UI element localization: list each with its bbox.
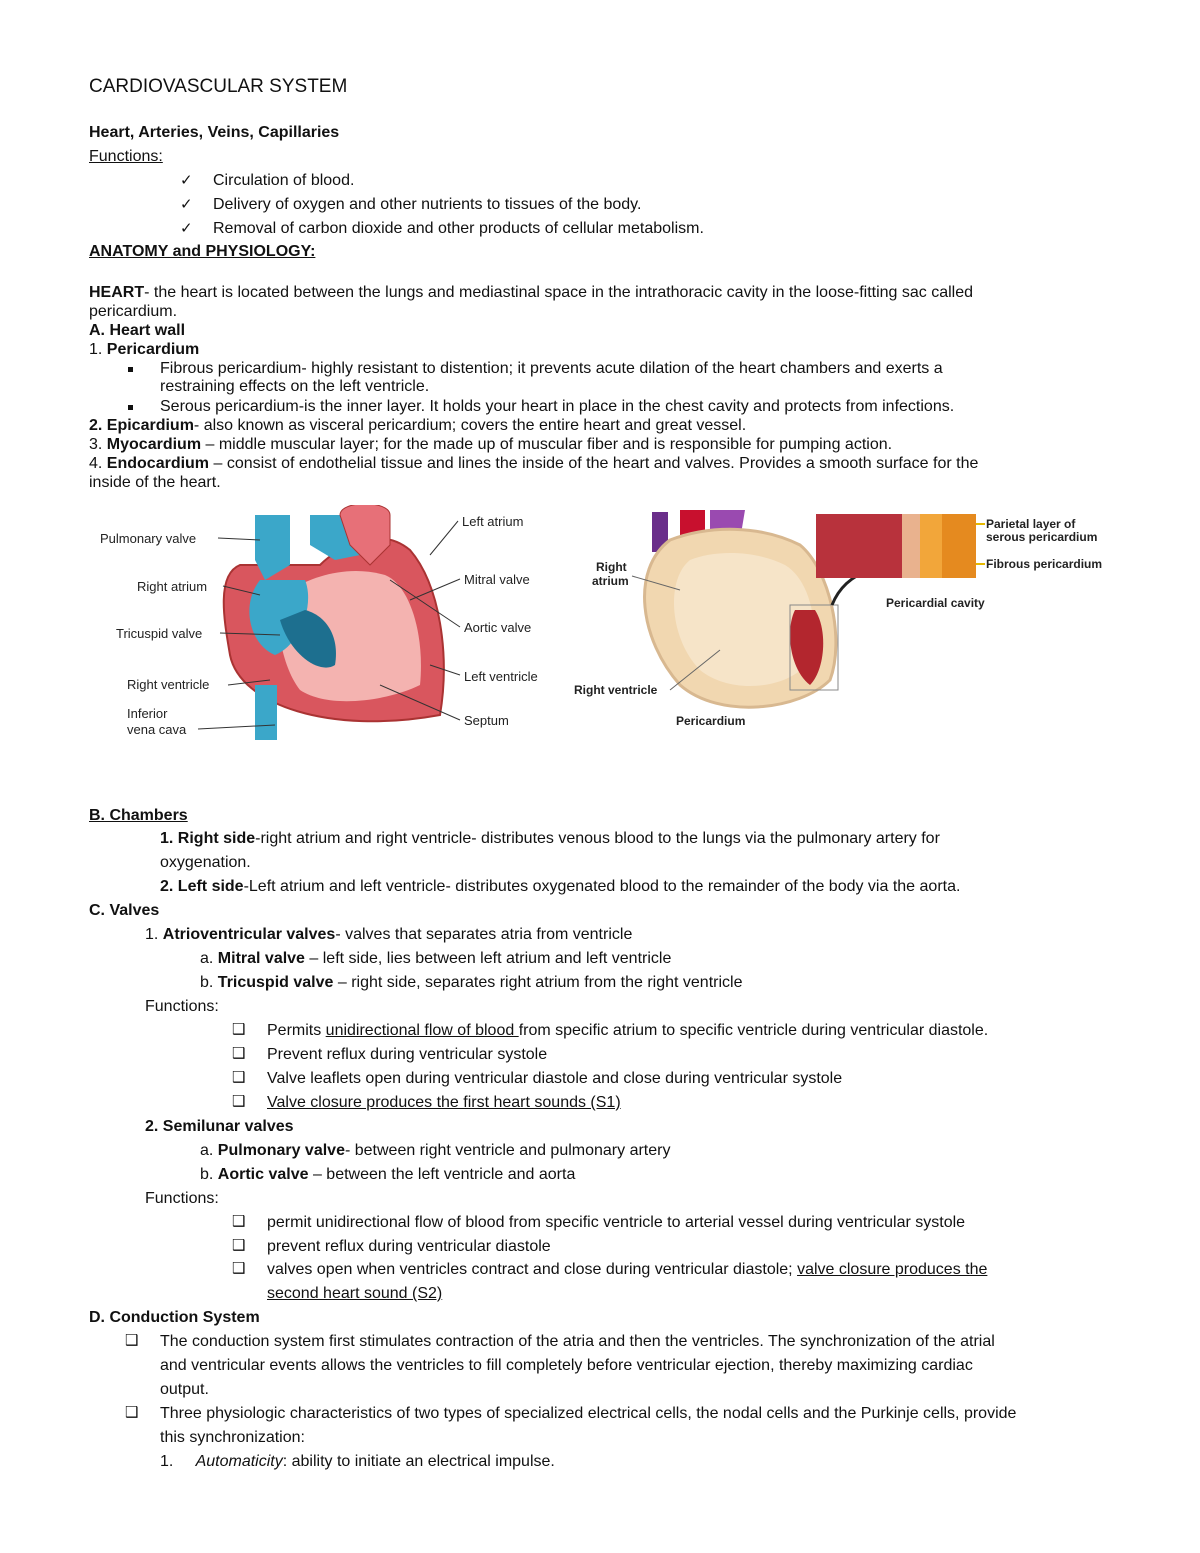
right-side-text-cont: oxygenation.: [160, 854, 251, 871]
chambers-heading: B. Chambers: [89, 807, 188, 824]
checkbox-bullet-icon: ❑: [232, 1021, 246, 1038]
checkbox-bullet-icon: ❑: [125, 1332, 139, 1349]
checkmark-icon: ✓: [180, 196, 193, 213]
label-left-ventricle: Left ventricle: [464, 669, 538, 684]
tricuspid-valve-text: – right side, separates right atrium from the right ventricle: [333, 974, 743, 991]
label-inferior: Inferior: [127, 706, 168, 721]
checkbox-bullet-icon: ❑: [125, 1404, 139, 1421]
right-side-text: -right atrium and right ventricle- distributes venous blood to the lungs via the pulmonary artery for: [255, 830, 940, 847]
right-side-line: [160, 829, 940, 848]
label-pulmonary-valve: Pulmonary valve: [100, 531, 197, 546]
label-atrium: atrium: [592, 574, 629, 588]
checkbox-bullet-icon: ❑: [232, 1213, 246, 1230]
conduction-paragraph-cont: and ventricular events allows the ventricles to fill completely before ventricular ejection, thereby maximizing cardiac: [160, 1357, 973, 1374]
page-title: CARDIOVASCULAR SYSTEM: [89, 76, 348, 97]
conduction-paragraph-cont: this synchronization:: [160, 1429, 305, 1446]
label-serous-pericardium: serous pericardium: [986, 530, 1098, 544]
mitral-valve-term: Mitral valve: [217, 950, 305, 967]
semilunar-heading: 2. Semilunar valves: [145, 1118, 294, 1135]
checkbox-bullet-icon: ❑: [232, 1069, 246, 1086]
function-item: Removal of carbon dioxide and other products of cellular metabolism.: [213, 220, 704, 237]
checkmark-icon: ✓: [180, 220, 193, 237]
checkbox-bullet-icon: ❑: [232, 1260, 246, 1277]
checkbox-bullet-icon: ❑: [232, 1093, 246, 1110]
functions-label: Functions:: [89, 148, 163, 165]
aortic-valve-text: – between the left ventricle and aorta: [308, 1166, 576, 1183]
serous-pericardium-text: Serous pericardium-is the inner layer. It holds your heart in place in the chest cavity and protects from infections.: [160, 398, 955, 415]
av-function-item: [267, 1021, 988, 1040]
heart-term: HEART: [89, 284, 145, 301]
av-functions-label: Functions:: [145, 998, 219, 1015]
label-mitral-valve: Mitral valve: [464, 572, 530, 587]
conduction-paragraph: The conduction system first stimulates contraction of the atria and then the ventricles. The synchronization of the atrial: [160, 1333, 995, 1350]
function-item: Delivery of oxygen and other nutrients to tissues of the body.: [213, 196, 642, 213]
pericardium-term: Pericardium: [106, 341, 200, 358]
valves-heading: C. Valves: [89, 902, 160, 919]
label-fibrous-pericardium: Fibrous pericardium: [986, 557, 1103, 571]
left-side-line: [160, 877, 960, 896]
epicardium-line: [89, 416, 746, 435]
av-function-item: Valve closure produces the first heart sounds (S1): [267, 1094, 621, 1111]
list-number: 4.: [89, 455, 103, 472]
left-side-term: 2. Left side: [160, 878, 244, 895]
semilunar-function-item: prevent reflux during ventricular diastole: [267, 1238, 551, 1255]
label-vena-cava: vena cava: [127, 722, 187, 737]
right-side-term: 1. Right side: [160, 830, 256, 847]
list-number: 1.: [89, 341, 103, 358]
tricuspid-valve-term: Tricuspid valve: [217, 974, 334, 991]
semilunar-function-cont: second heart sound (S2): [267, 1285, 443, 1302]
pulmonary-valve-text: - between right ventricle and pulmonary artery: [344, 1142, 671, 1159]
inferior-vena-cava-shape: [255, 685, 277, 740]
conduction-paragraph: Three physiologic characteristics of two types of specialized electrical cells, the nodal cells and the Purkinje cells, provide: [160, 1405, 1017, 1422]
endocardium-text: – consist of endothelial tissue and lines the inside of the heart and valves. Provides a smooth surface for the: [209, 455, 979, 472]
av-function-item: Valve leaflets open during ventricular diastole and close during ventricular systole: [267, 1070, 843, 1087]
myocardium-text: – middle muscular layer; for the made up of muscular fiber and is responsible for pumping action.: [201, 436, 893, 453]
bullet-icon: [128, 367, 133, 372]
pericardium-figure: [570, 510, 1130, 740]
list-letter: a.: [200, 950, 214, 967]
av-valves-line: [145, 925, 632, 944]
heart-definition: [89, 283, 973, 302]
leader-line: [218, 538, 260, 540]
av-valves-text: - valves that separates atria from ventricle: [335, 926, 633, 943]
myocardium-line: [89, 435, 892, 454]
heart-text: - the heart is located between the lungs and mediastinal space in the intrathoracic cavity in the loose-fitting sac called: [144, 284, 974, 301]
checkmark-icon: ✓: [180, 172, 193, 189]
label-parietal-layer: Parietal layer of: [986, 517, 1076, 531]
aortic-valve-term: Aortic valve: [217, 1166, 309, 1183]
epicardium-term: 2. Epicardium: [89, 417, 194, 434]
myocardium-term: Myocardium: [106, 436, 202, 453]
label-right-ventricle: Right ventricle: [127, 677, 210, 692]
pulmonary-valve-line: [200, 1141, 670, 1160]
heart-wall-heading: A. Heart wall: [89, 322, 186, 339]
pulmonary-valve-term: Pulmonary valve: [217, 1142, 345, 1159]
label-right-ventricle-2: Right ventricle: [574, 683, 658, 697]
anatomy-heading: ANATOMY and PHYSIOLOGY:: [89, 243, 316, 260]
av-function-text: from specific atrium to specific ventricle during ventricular diastole.: [518, 1022, 989, 1039]
pericardium-heading: [89, 340, 199, 359]
epicardium-text: - also known as visceral pericardium; covers the entire heart and great vessel.: [193, 417, 747, 434]
function-item: Circulation of blood.: [213, 172, 355, 189]
label-pericardium: Pericardium: [676, 714, 746, 728]
label-septum: Septum: [464, 713, 509, 728]
av-function-item: Prevent reflux during ventricular systole: [267, 1046, 548, 1063]
conduction-heading: D. Conduction System: [89, 1309, 260, 1326]
checkbox-bullet-icon: ❑: [232, 1045, 246, 1062]
left-side-text: -Left atrium and left ventricle- distributes oxygenated blood to the remainder of the body via the aorta.: [243, 878, 961, 895]
leader-line: [430, 521, 458, 555]
label-right: Right: [596, 560, 627, 574]
av-valves-term: Atrioventricular valves: [162, 926, 336, 943]
endocardium-line: [89, 454, 978, 473]
conduction-paragraph-cont: output.: [160, 1381, 209, 1398]
heart-text-cont: pericardium.: [89, 303, 178, 320]
inset-fibrous-shape: [920, 514, 944, 578]
bullet-icon: [128, 405, 133, 410]
mitral-valve-line: [200, 949, 671, 968]
label-aortic-valve: Aortic valve: [464, 620, 532, 635]
automaticity-line: [160, 1452, 555, 1471]
inset-outer-shape: [942, 514, 976, 578]
semilunar-function-underlined: valve closure produces the: [797, 1261, 988, 1278]
aortic-valve-line: [200, 1165, 575, 1184]
automaticity-text: : ability to initiate an electrical impulse.: [282, 1453, 555, 1470]
semilunar-function-item: permit unidirectional flow of blood from specific ventricle to arterial vessel during ventricular systole: [267, 1214, 966, 1231]
mitral-valve-text: – left side, lies between left atrium and left ventricle: [304, 950, 672, 967]
label-tricuspid-valve: Tricuspid valve: [116, 626, 203, 641]
automaticity-term: Automaticity: [195, 1453, 283, 1470]
tricuspid-valve-line: [200, 973, 742, 992]
label-pericardial-cavity: Pericardial cavity: [886, 596, 985, 610]
list-number: 3.: [89, 436, 103, 453]
heart-cross-section-figure: [90, 505, 570, 745]
av-function-text: Permits: [267, 1022, 326, 1039]
endocardium-term: Endocardium: [106, 455, 210, 472]
semilunar-functions-label: Functions:: [145, 1190, 219, 1207]
fibrous-pericardium-text-cont: restraining effects on the left ventricle.: [160, 378, 430, 395]
label-left-atrium: Left atrium: [462, 514, 524, 529]
list-number: 1.: [145, 926, 159, 943]
intro-heading: Heart, Arteries, Veins, Capillaries: [89, 124, 340, 141]
fibrous-pericardium-text: Fibrous pericardium- highly resistant to distention; it prevents acute dilation of the heart chambers and exerts a: [160, 360, 943, 377]
list-number: 1.: [160, 1453, 174, 1470]
semilunar-function-text: valves open when ventricles contract and close during ventricular diastole;: [267, 1261, 798, 1278]
list-letter: b.: [200, 1166, 214, 1183]
checkbox-bullet-icon: ❑: [232, 1237, 246, 1254]
label-right-atrium: Right atrium: [137, 579, 208, 594]
list-letter: a.: [200, 1142, 214, 1159]
list-letter: b.: [200, 974, 214, 991]
semilunar-function-item: [267, 1260, 987, 1279]
endocardium-text-cont: inside of the heart.: [89, 474, 221, 491]
av-function-underlined: unidirectional flow of blood: [325, 1022, 519, 1039]
